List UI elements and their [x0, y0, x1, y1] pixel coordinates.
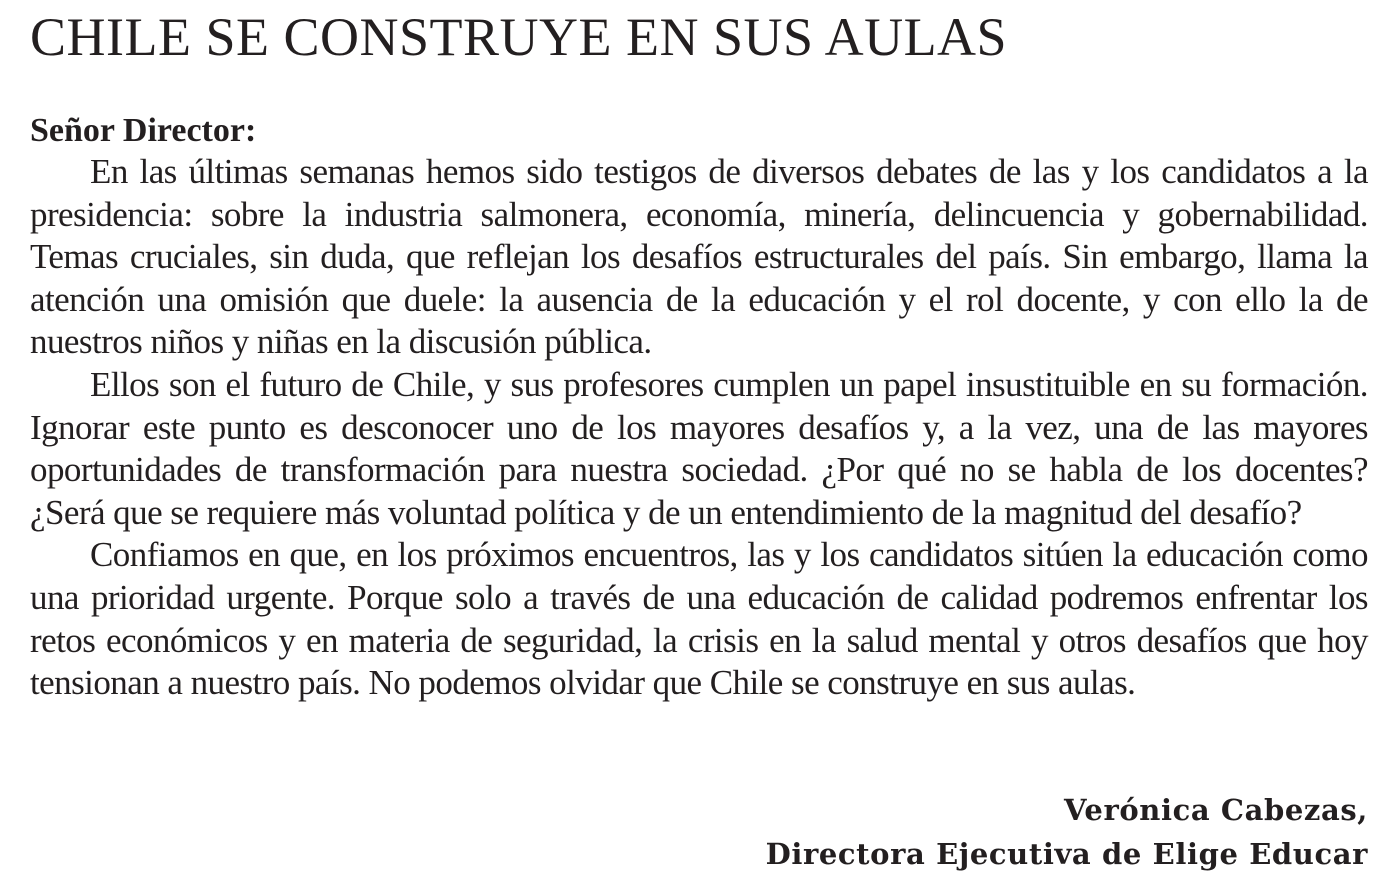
headline: CHILE SE CONSTRUYE EN SUS AULAS	[30, 7, 1008, 67]
letter-body	[30, 111, 1368, 705]
signature-name: Verónica Cabezas,	[1063, 793, 1368, 827]
paragraph-3: Confiamos en que, en los próximos encuentros, las y los candidatos sitúen la educación como una prioridad urgente. Porque solo a través de una educación de calidad podremos enfrentar los retos económicos y en materia de seguridad, la crisis en la salud mental y otros desafíos que hoy tensionan a nuestro país. No podemos olvidar que Chile se construye en sus aulas.	[30, 535, 1368, 703]
signature-block	[766, 788, 1368, 876]
paragraph-2: Ellos son el futuro de Chile, y sus profesores cumplen un papel insustituible en su formación. Ignorar este punto es desconocer uno de los mayores desafíos y, a la vez, una de las mayores oportunidades de transformación para nuestra sociedad. ¿Por qué no se habla de los docentes? ¿Será que se requiere más voluntad política y de un entendimiento de la magnitud del desafío?	[30, 364, 1368, 532]
salutation: Señor Director:	[30, 112, 257, 149]
signature-title: Directora Ejecutiva de Elige Educar	[765, 837, 1368, 871]
paragraph-1: En las últimas semanas hemos sido testigos de diversos debates de las y los candidatos a la presidencia: sobre la industria salmonera, economía, minería, delincuencia y gobernabilidad. Temas cruciales, sin duda, que reflejan los desafíos estructurales del país. Sin embargo, llama la atención una omisión que duele: la ausencia de la educación y el rol docente, y con ello la de nuestros niños y niñas en la discusión pública.	[30, 152, 1368, 362]
